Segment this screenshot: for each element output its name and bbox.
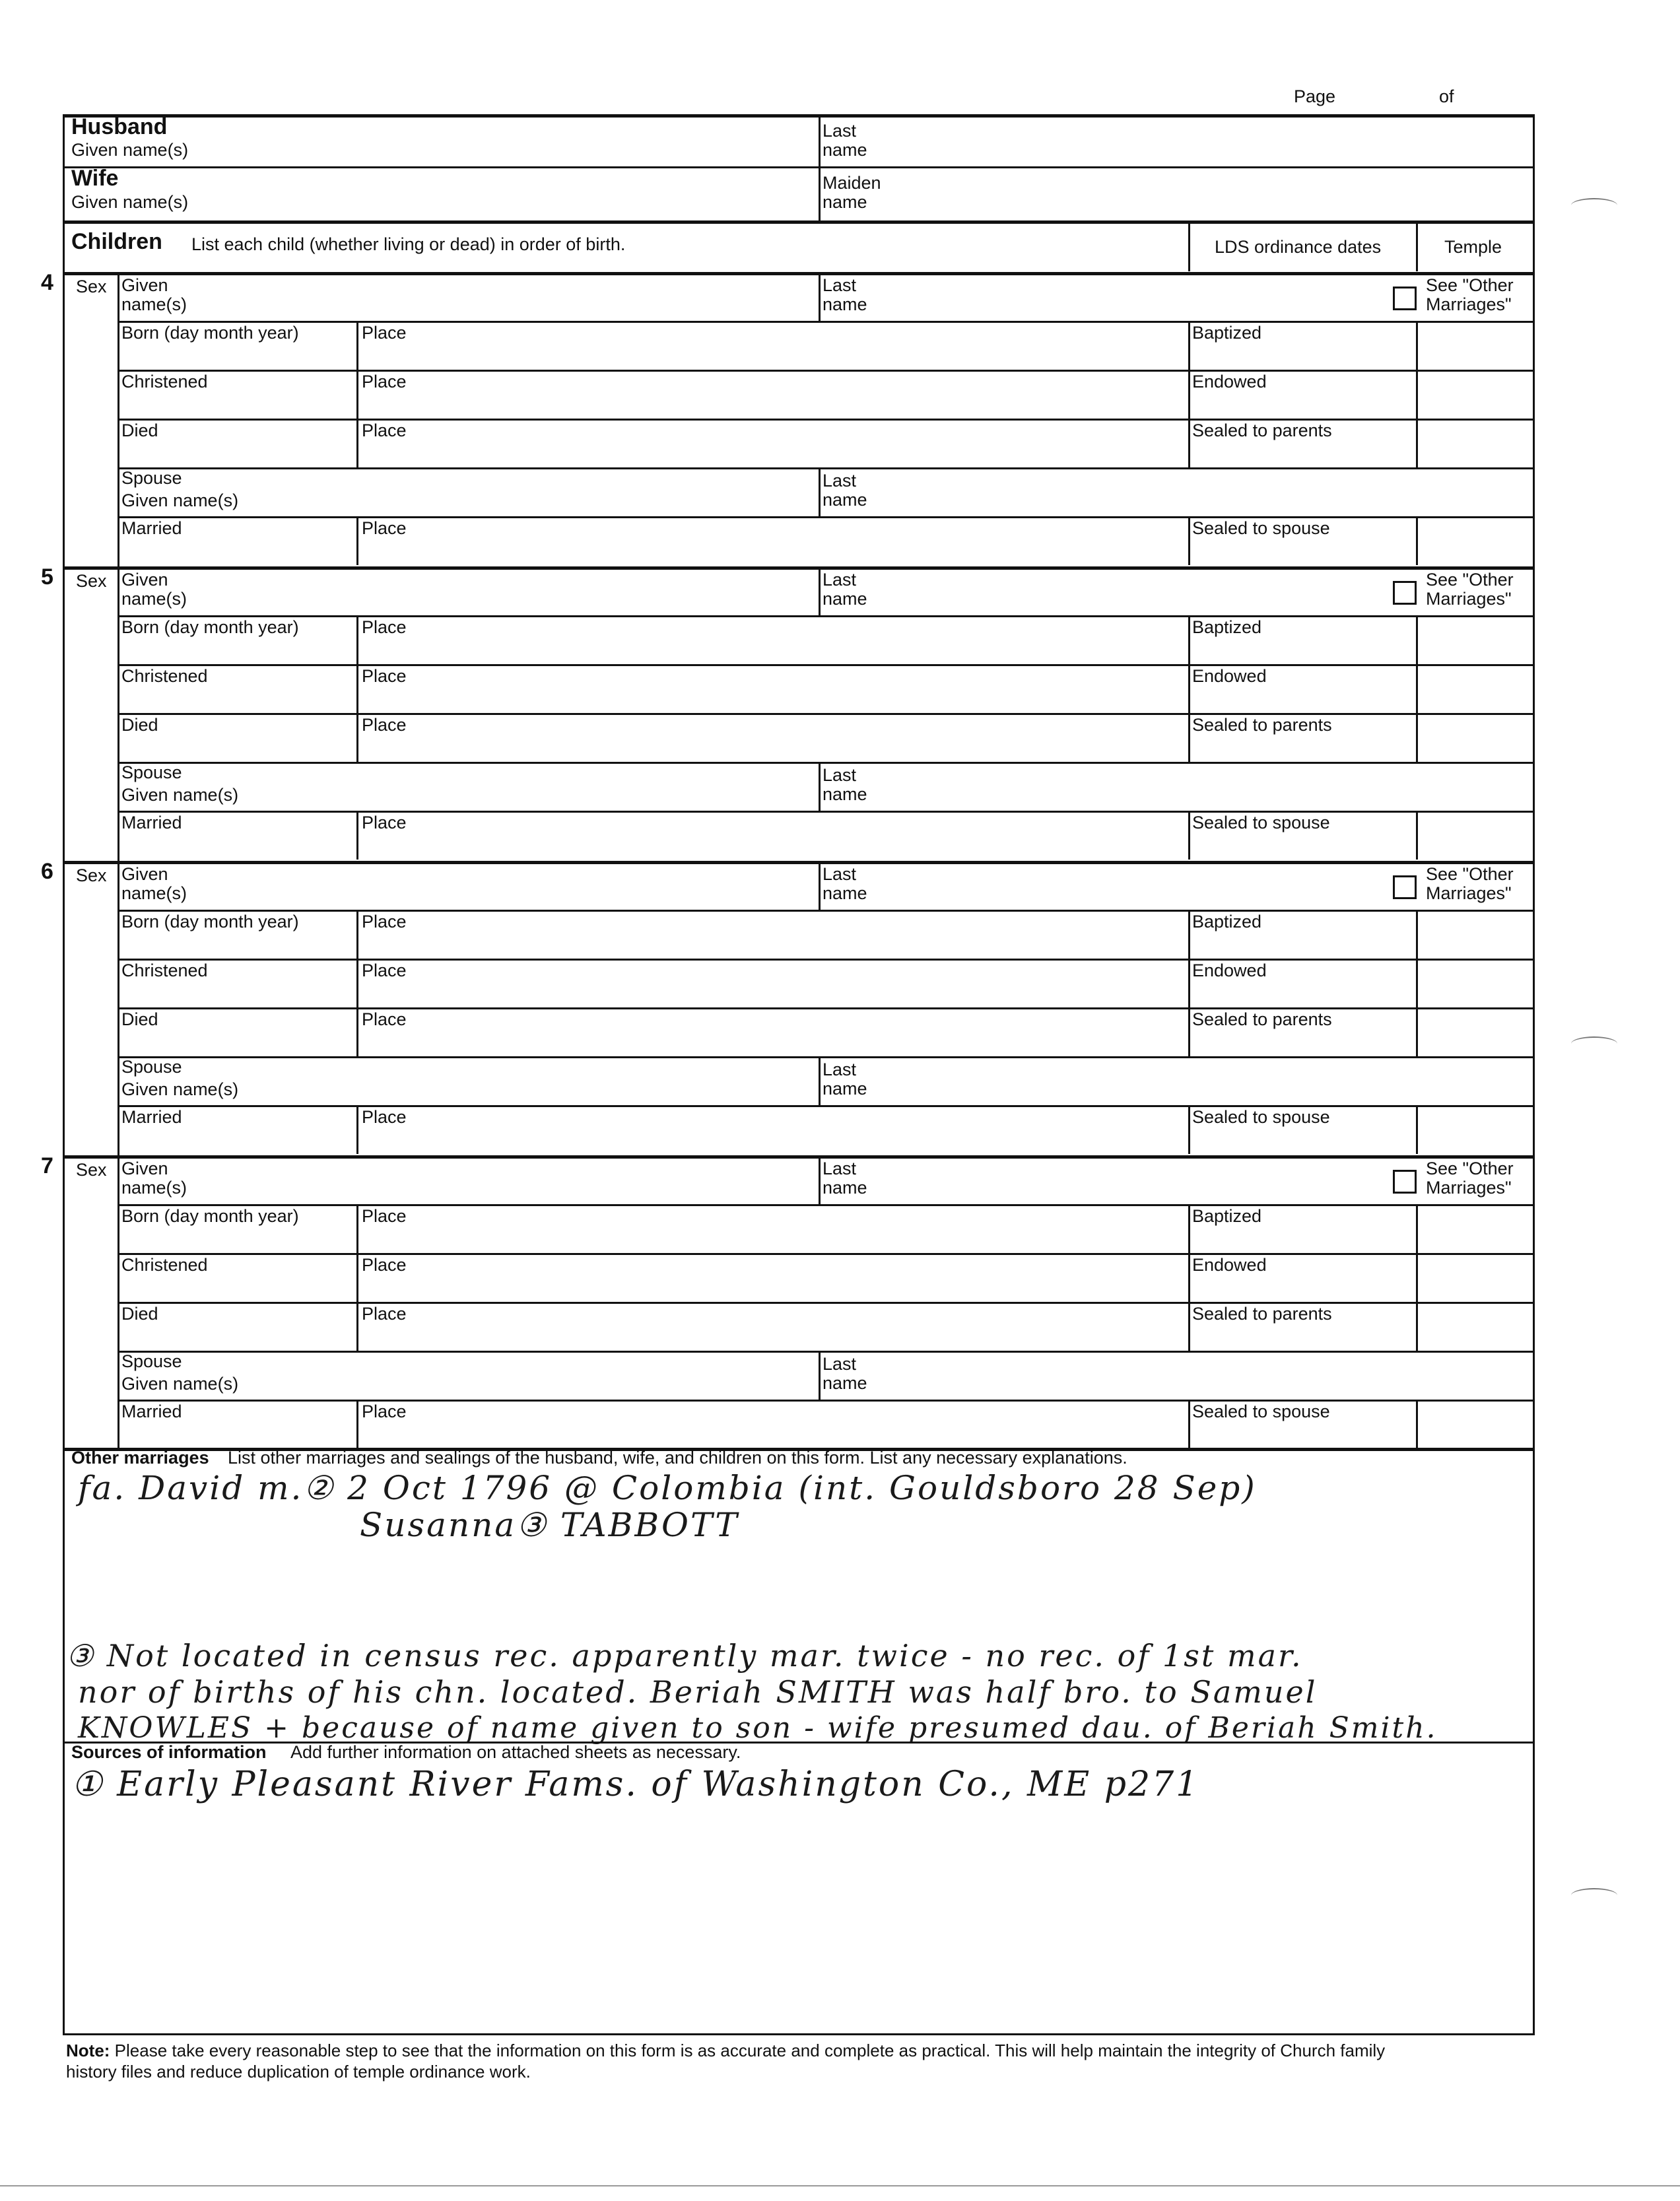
place-label: Place	[362, 912, 407, 931]
last-label: Last	[823, 1159, 857, 1178]
given-label-2: name(s)	[121, 1178, 187, 1198]
temple-label: Temple	[1444, 237, 1502, 257]
wife-title: Wife	[71, 166, 119, 191]
other-marriages-checkbox[interactable]	[1393, 875, 1417, 899]
husband-title: Husband	[71, 114, 168, 139]
event-label: Born (day month year)	[121, 323, 299, 343]
other-marriages-line-4: nor of births of his chn. located. Beriah SMITH was half bro. to Samuel	[78, 1674, 1318, 1710]
ordinance-label: Endowed	[1192, 961, 1267, 980]
spouse-last-label: Last	[823, 1354, 857, 1374]
spouse-label: Spouse	[121, 1351, 182, 1371]
other-marriages-checkbox[interactable]	[1393, 287, 1417, 310]
event-label: Died	[121, 1304, 158, 1324]
ordinance-label: Sealed to parents	[1192, 1009, 1332, 1029]
last-label-2: name	[823, 294, 867, 314]
given-label: Given	[121, 275, 168, 295]
children-title: Children	[71, 229, 162, 254]
other-marriages-label-2: Marriages"	[1426, 1178, 1512, 1198]
wife-given-label: Given name(s)	[71, 192, 189, 212]
spouse-given-label: Given name(s)	[121, 1374, 239, 1394]
other-marriages-line-5: KNOWLES + because of name given to son - wife presumed dau. of Beriah Smith.	[78, 1711, 1438, 1745]
ordinance-label: Sealed to parents	[1192, 421, 1332, 440]
last-label: Last	[823, 275, 857, 295]
place-label: Place	[362, 813, 407, 832]
sealed-spouse-label: Sealed to spouse	[1192, 518, 1330, 538]
other-marriages-checkbox[interactable]	[1393, 581, 1417, 605]
ordinance-label: Baptized	[1192, 617, 1262, 637]
other-marriages-title: Other marriages	[71, 1448, 209, 1468]
lds-ordinance-label: LDS ordinance dates	[1215, 237, 1382, 257]
other-marriages-line-1: fa. David m.② 2 Oct 1796 @ Colombia (int. Gouldsboro 28 Sep)	[78, 1469, 1257, 1507]
spouse-given-label: Given name(s)	[121, 1079, 239, 1099]
sources-line-1: ① Early Pleasant River Fams. of Washington Co., ME p271	[71, 1765, 1200, 1804]
sex-label: Sex	[76, 571, 107, 591]
other-marriages-label: See "Other	[1426, 275, 1514, 295]
event-label: Died	[121, 715, 158, 735]
given-label: Given	[121, 864, 168, 884]
husband-last-label-2: name	[823, 140, 867, 160]
place-label: Place	[362, 1304, 407, 1324]
event-label: Born (day month year)	[121, 1206, 299, 1226]
child-number: 7	[41, 1153, 53, 1178]
place-label: Place	[362, 1206, 407, 1226]
spouse-last-label: Last	[823, 1060, 857, 1079]
spouse-last-label: Last	[823, 765, 857, 785]
binder-hole-mark	[1571, 198, 1617, 213]
ordinance-label: Baptized	[1192, 1206, 1262, 1226]
other-marriages-checkbox[interactable]	[1393, 1170, 1417, 1194]
sex-label: Sex	[76, 277, 107, 296]
spouse-given-label: Given name(s)	[121, 491, 239, 510]
last-label-2: name	[823, 589, 867, 609]
given-label: Given	[121, 1159, 168, 1178]
place-label: Place	[362, 1255, 407, 1275]
other-marriages-label: See "Other	[1426, 864, 1514, 884]
place-label: Place	[362, 323, 407, 343]
other-marriages-line-2: Susanna③ TABBOTT	[360, 1506, 739, 1544]
last-label: Last	[823, 864, 857, 884]
sources-title: Sources of information	[71, 1742, 267, 1762]
given-label: Given	[121, 570, 168, 590]
place-label: Place	[362, 961, 407, 980]
other-marriages-label-2: Marriages"	[1426, 883, 1512, 903]
child-number: 5	[41, 564, 53, 590]
ordinance-label: Endowed	[1192, 1255, 1267, 1275]
place-label: Place	[362, 421, 407, 440]
married-label: Married	[121, 1402, 182, 1421]
other-marriages-line-3: ③ Not located in census rec. apparently mar. twice - no rec. of 1st mar.	[66, 1638, 1303, 1674]
note-text-1: Please take every reasonable step to see that the information on this form is as accurate and complete as practical. This will help maintain the integrity of Church family	[114, 2041, 1386, 2060]
event-label: Died	[121, 1009, 158, 1029]
sex-label: Sex	[76, 865, 107, 885]
sex-label: Sex	[76, 1160, 107, 1180]
spouse-label: Spouse	[121, 1057, 182, 1077]
child-number: 6	[41, 859, 53, 884]
event-label: Born (day month year)	[121, 912, 299, 931]
ordinance-label: Sealed to parents	[1192, 715, 1332, 735]
event-label: Died	[121, 421, 158, 440]
married-label: Married	[121, 518, 182, 538]
place-label: Place	[362, 617, 407, 637]
wife-maiden-label: Maiden	[823, 173, 881, 193]
page-label: Page	[1294, 86, 1336, 106]
ordinance-label: Baptized	[1192, 912, 1262, 931]
given-label-2: name(s)	[121, 294, 187, 314]
husband-last-label: Last	[823, 121, 857, 141]
last-label: Last	[823, 570, 857, 590]
husband-given-label: Given name(s)	[71, 140, 189, 160]
other-marriages-label-2: Marriages"	[1426, 294, 1512, 314]
spouse-last-label-2: name	[823, 784, 867, 804]
married-label: Married	[121, 1107, 182, 1127]
given-label-2: name(s)	[121, 883, 187, 903]
event-label: Christened	[121, 961, 208, 980]
ordinance-label: Endowed	[1192, 372, 1267, 391]
of-label: of	[1439, 86, 1454, 106]
ordinance-label: Endowed	[1192, 666, 1267, 686]
note-title: Note:	[66, 2041, 110, 2060]
child-number: 4	[41, 270, 53, 295]
spouse-given-label: Given name(s)	[121, 785, 239, 805]
spouse-last-label-2: name	[823, 1079, 867, 1099]
other-marriages-label: See "Other	[1426, 1159, 1514, 1178]
ordinance-label: Baptized	[1192, 323, 1262, 343]
ordinance-label: Sealed to parents	[1192, 1304, 1332, 1324]
place-label: Place	[362, 372, 407, 391]
spouse-label: Spouse	[121, 762, 182, 782]
wife-maiden-label-2: name	[823, 192, 867, 212]
event-label: Born (day month year)	[121, 617, 299, 637]
spouse-label: Spouse	[121, 468, 182, 488]
sealed-spouse-label: Sealed to spouse	[1192, 1402, 1330, 1421]
married-label: Married	[121, 813, 182, 832]
place-label: Place	[362, 715, 407, 735]
binder-hole-mark	[1571, 1888, 1617, 1903]
place-label: Place	[362, 1402, 407, 1421]
event-label: Christened	[121, 1255, 208, 1275]
place-label: Place	[362, 1107, 407, 1127]
spouse-last-label-2: name	[823, 490, 867, 510]
given-label-2: name(s)	[121, 589, 187, 609]
other-marriages-instruction: List other marriages and sealings of the husband, wife, and children on this form. List any necessary explanations.	[228, 1448, 1127, 1468]
sealed-spouse-label: Sealed to spouse	[1192, 813, 1330, 832]
spouse-last-label-2: name	[823, 1373, 867, 1393]
event-label: Christened	[121, 372, 208, 391]
last-label-2: name	[823, 1178, 867, 1198]
place-label: Place	[362, 666, 407, 686]
other-marriages-label: See "Other	[1426, 570, 1514, 590]
sources-instruction: Add further information on attached sheets as necessary.	[290, 1742, 741, 1762]
children-instruction: List each child (whether living or dead) in order of birth.	[191, 234, 626, 254]
note	[66, 2040, 1385, 2061]
note-text-2: history files and reduce duplication of temple ordinance work.	[66, 2062, 531, 2082]
place-label: Place	[362, 1009, 407, 1029]
place-label: Place	[362, 518, 407, 538]
last-label-2: name	[823, 883, 867, 903]
sealed-spouse-label: Sealed to spouse	[1192, 1107, 1330, 1127]
spouse-last-label: Last	[823, 471, 857, 491]
event-label: Christened	[121, 666, 208, 686]
other-marriages-label-2: Marriages"	[1426, 589, 1512, 609]
binder-hole-mark	[1571, 1036, 1617, 1051]
